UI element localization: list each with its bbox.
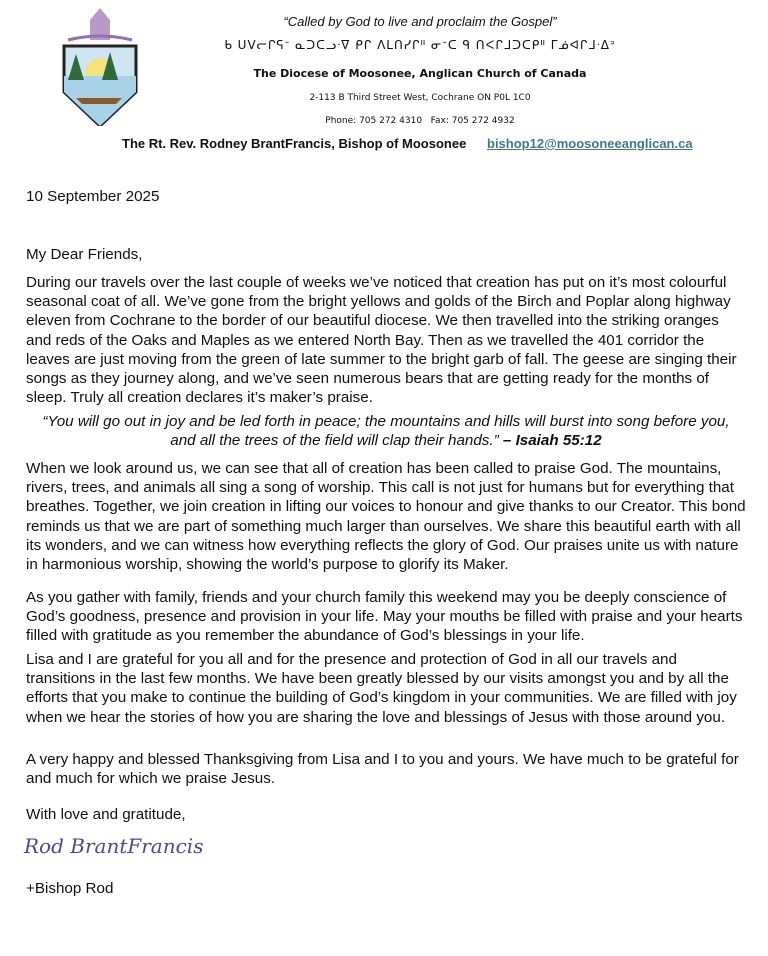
paragraph-1: During our travels over the last couple of weeks we’ve noticed that creation has put on it’s most colourful seasonal coat of all. We’ve gone from the bright yellows and golds of the Birch and Poplar along highway eleven from Cochrane to the border of our beautiful diocese. We then travelled into the striking oranges and reds of the Oaks and Maples as we entered North Bay. Then as we travelled the 401 corridor the leaves are just moving from the green of late summer to the bright garb of fall. The geese are singing their songs as they journey along, and we’ve seen numerous bears that are getting ready for the months of sleep. Truly all creation declares it’s maker’s praise. xyxy=(26,274,737,407)
quote-reference: – Isaiah 55:12 xyxy=(498,432,602,450)
motto: “Called by God to live and proclaim the Gospel” xyxy=(283,14,557,29)
address: 2-113 B Third Street West, Cochrane ON P0L 1C0 xyxy=(309,93,531,103)
syllabics-motto: ᑲ ᑌᐯᓕᒋᕋᐨ ᓇᑐᑕᓗᐧᐁ ᑭᒋ ᐱᒪᑎᓯᒋᐦ ᓂᐨᑕ ᑫ ᑎᐸᒋᒧᑐᑕᑭᐦ ᒥᓅᐊᒋᒧᐧᐃᐣ xyxy=(224,38,616,52)
diocese-name: The Diocese of Moosonee, Anglican Church of Canada xyxy=(253,67,587,80)
signoff: +Bishop Rod xyxy=(26,880,114,897)
paragraph-5: A very happy and blessed Thanksgiving from Lisa and I to you and yours. We have much to be grateful for and much for which we praise Jesus. xyxy=(26,751,739,788)
quote-text: “You will go out in joy and be led forth in peace; the mountains and hills will burst into song before you, and all the trees of the field will clap their hands.” xyxy=(42,413,730,450)
paragraph-4: Lisa and I are grateful for you all and for the presence and protection of God in all our travels and transitions in the last few months. We have been greatly blessed by our visits amongst you and by all the efforts that you make to continue the building of God’s kingdom in your communities. We are filled with joy when we hear the stories of how you are sharing the love and blessings of Jesus with those around you. xyxy=(26,651,737,726)
closing: With love and gratitude, xyxy=(26,806,186,823)
email-link[interactable]: bishop12@moosoneeanglican.ca xyxy=(487,136,693,151)
salutation: My Dear Friends, xyxy=(26,246,143,263)
letter-date: 10 September 2025 xyxy=(26,188,160,205)
scripture-quote xyxy=(30,412,742,450)
paragraph-2: When we look around us, we can see that all of creation has been called to praise God. The mountains, rivers, trees, and animals all sing a song of worship. This call is not just for humans but for everything that breathes. Together, we join creation in lifting our voices to honour and give thanks to our Creator. This bond reminds us that we are part of something much larger than ourselves. We share this beautiful earth with all its wonders, and we can witness how everything reflects the glory of God. Our praises unite us with nature in harmonious worship, showing the world’s purpose to glorify its Maker. xyxy=(26,460,746,574)
bishop-title: The Rt. Rev. Rodney BrantFrancis, Bishop of Moosonee xyxy=(122,136,467,151)
paragraph-3: As you gather with family, friends and your church family this weekend may you be deeply conscience of God’s goodness, presence and provision in your life. May your mouths be filled with praise and your hearts filled with gratitude as you remember the abundance of God’s blessings in your life. xyxy=(26,589,743,645)
handwritten-signature: Rod BrantFrancis xyxy=(24,834,204,858)
phone-fax: Phone: 705 272 4310 Fax: 705 272 4932 xyxy=(325,116,515,126)
diocese-crest-logo xyxy=(60,6,140,126)
